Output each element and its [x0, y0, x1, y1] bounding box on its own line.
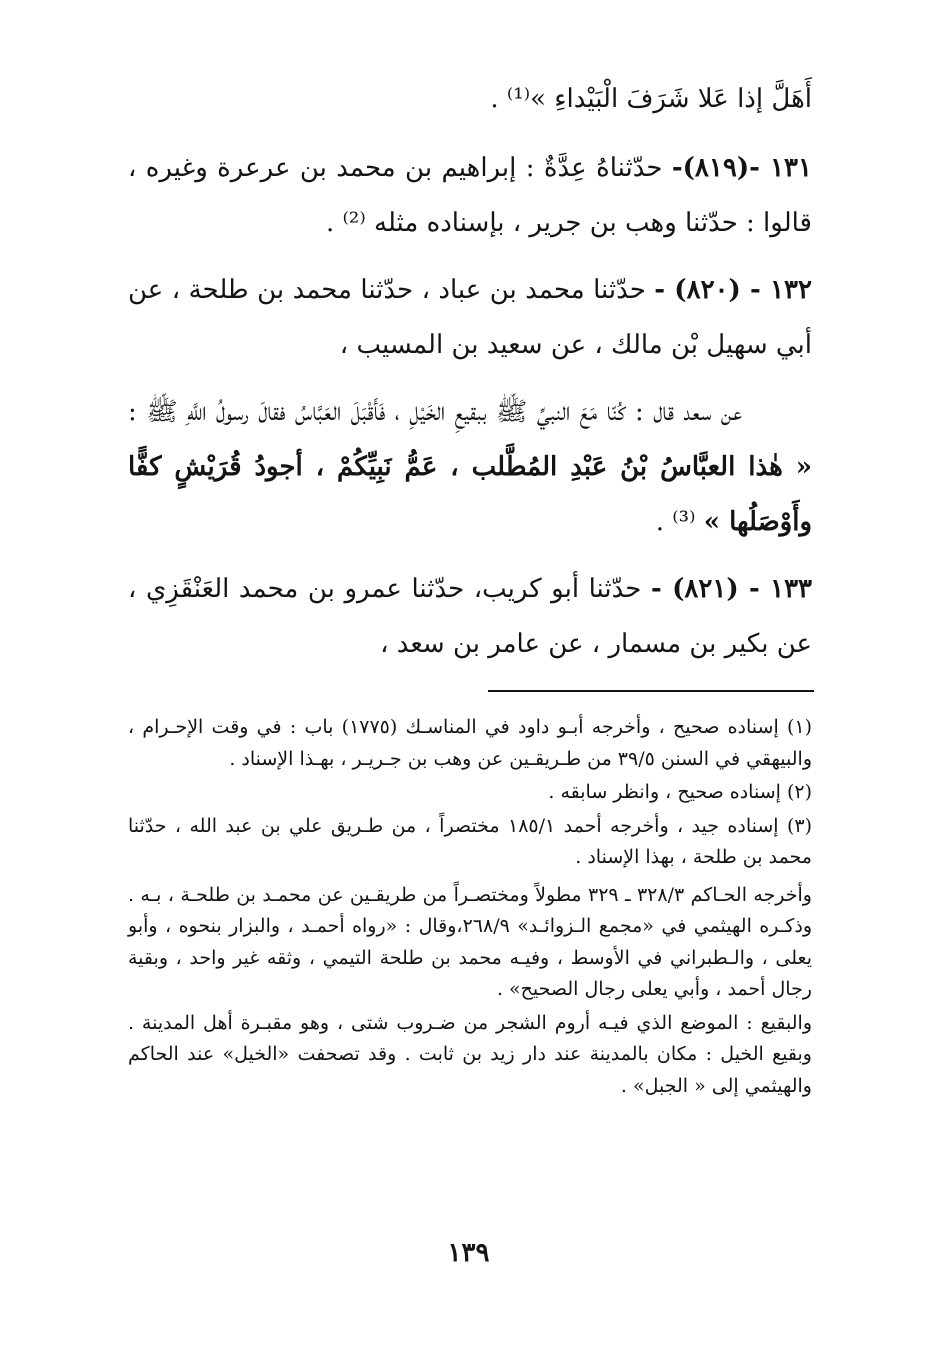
hadith-132-number: ١٣٢ - (٨٢٠) -	[654, 275, 812, 305]
hadith-132-ref: ⁽³⁾ .	[655, 507, 696, 537]
footnote-3: (٣) إسناده جيد ، وأخرجه أحمد ١٨٥/١ مختصراً ، من طـريق علي بن عبد الله ، حدّثنا محمد بن طلحة ، بهذا الإسناد .	[128, 814, 812, 868]
opening-line: أَهَلَّ إذا عَلا شَرَفَ الْبَيْداءِ »⁽¹⁾ .	[490, 84, 812, 114]
hadith-132-text: حدّثنا محمد بن عباد ، حدّثنا محمد بن طلحة ، عن أبي سهيل بْن مالك ، عن سعيد بن المسيب ،	[128, 275, 812, 360]
hadith-131-text: حدّثناهُ عِدَّةٌ : إبراهيم بن محمد بن عرعرة وغيره ، قالوا : حدّثنا وهب بن جرير ، بإسناده مثله ⁽²⁾ .	[128, 153, 812, 238]
footnote-1: (١) إسناده صحيح ، وأخرجه أبـو داود في المناسـك (١٧٧٥) باب : في وقت الإحـرام ، والبيهقي في السنن ٣٩/٥ من طـريقـين عن وهب بن جـريـر ، بهـذا الإسناد .	[128, 716, 812, 770]
footnote-divider	[488, 690, 814, 692]
hadith-132-intro: عن سعد قال : كُنّا مَعَ النبيِّ ﷺ ببقيعِ الخَيْلِ ، فَأَقْبَلَ العَبَّاسُ فقالَ رسولُ اللَّهِ ﷺ :	[128, 397, 742, 427]
hadith-131	[128, 141, 812, 251]
footnotes	[128, 712, 812, 1104]
page-number: ١٣٩	[447, 1238, 490, 1268]
footnote-3-paragraph-3: والبقيع : الموضع الذي فيـه أروم الشجر من ضـروب شتى ، وهو مقبـرة أهل المدينة . وبقيع الخيل : مكان بالمدينة عند دار زيد بن ثابت . وقد تصحفت «الخيل» عند الحاكم والهيثمي إلى « الجبل» .	[128, 1011, 812, 1097]
hadith-131-number: ١٣١ -(٨١٩)-	[671, 153, 812, 183]
footnote-3-paragraph-2: وأخرجه الحـاكم ٣٢٨/٣ ـ ٣٢٩ مطولاً ومختصـراً من طريقـين عن محمـد بن طلحـة ، بـه . وذكـره الهيثمي في «مجمع الـزوائـد» ٢٦٨/٩،وقال : «رواه أحمـد ، والبزار بنحوه ، وأبو يعلى ، والـطبراني في الأوسط ، وفيـه محمد بن طلحة التيمي ، وثقه غير واحد ، وبقية رجال أحمد ، وأبي يعلى رجال الصحيح» .	[128, 883, 812, 1000]
main-text	[128, 72, 812, 684]
hadith-132	[128, 263, 812, 373]
hadith-132-quote: « هٰذا العبَّاسُ بْنُ عَبْدِ المُطَّلب ، عَمُّ نَبِيِّكُمْ ، أجودُ قُرَيْشٍ كفًّا وأَوْصَلُها »	[128, 452, 812, 537]
hadith-133	[128, 562, 812, 672]
hadith-133-number: ١٣٣ - (٨٢١) -	[650, 574, 813, 604]
footnote-2: (٢) إسناده صحيح ، وانظر سابقه .	[548, 781, 812, 803]
hadith-132-continuation	[128, 385, 812, 550]
hadith-133-text: حدّثنا أبو كريب، حدّثنا عمرو بن محمد العَنْقَزِي ، عن بكير بن مسمار ، عن عامر بن سعد ،	[128, 574, 812, 659]
